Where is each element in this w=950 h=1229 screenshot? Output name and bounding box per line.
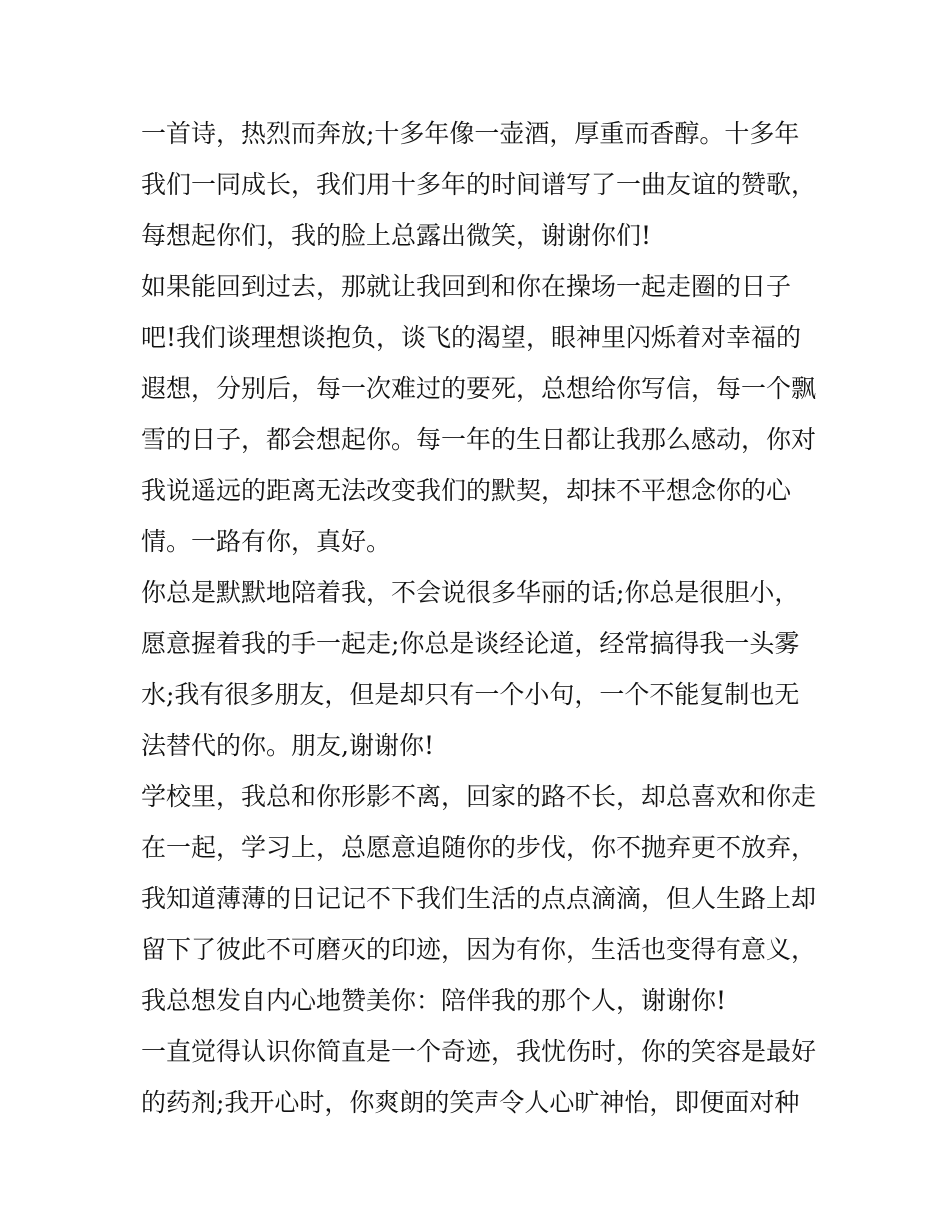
text-line: 情。一路有你，真好。 xyxy=(141,527,392,556)
text-line: 法替代的你。朋友,谢谢你! xyxy=(141,731,434,760)
text-line: 每想起你们，我的脸上总露出微笑，谢谢你们! xyxy=(141,221,652,250)
text-line: 雪的日子，都会想起你。每一年的生日都让我那么感动，你对 xyxy=(141,425,817,454)
text-line: 在一起，学习上，总愿意追随你的步伐，你不抛弃更不放弃， xyxy=(141,833,817,862)
text-line: 水;我有很多朋友，但是却只有一个小句，一个不能复制也无 xyxy=(141,680,800,709)
text-line: 愿意握着我的手一起走;你总是谈经论道，经常搞得我一头雾 xyxy=(141,629,800,658)
text-line: 吧!我们谈理想谈抱负，谈飞的渴望，眼神里闪烁着对幸福的 xyxy=(141,323,802,352)
text-line: 如果能回到过去，那就让我回到和你在操场一起走圈的日子 xyxy=(141,272,792,301)
text-line: 遐想，分别后，每一次难过的要死，总想给你写信，每一个飘 xyxy=(141,374,817,403)
text-line: 我们一同成长，我们用十多年的时间谱写了一曲友谊的赞歌， xyxy=(141,170,817,199)
text-line: 的药剂;我开心时，你爽朗的笑声令人心旷神怡，即便面对种 xyxy=(141,1088,800,1117)
text-line: 一首诗，热烈而奔放;十多年像一壶酒，厚重而香醇。十多年 xyxy=(141,119,800,148)
text-line: 你总是默默地陪着我，不会说很多华丽的话;你总是很胆小， xyxy=(141,578,800,607)
text-line: 我说遥远的距离无法改变我们的默契，却抹不平想念你的心 xyxy=(141,476,792,505)
text-line: 我总想发自内心地赞美你：陪伴我的那个人，谢谢你! xyxy=(141,986,727,1015)
text-line: 留下了彼此不可磨灭的印迹，因为有你，生活也变得有意义， xyxy=(141,935,817,964)
text-line: 一直觉得认识你简直是一个奇迹，我忧伤时，你的笑容是最好 xyxy=(141,1037,817,1066)
text-line: 学校里，我总和你形影不离，回家的路不长，却总喜欢和你走 xyxy=(141,782,817,811)
body-text xyxy=(141,108,821,1128)
text-line: 我知道薄薄的日记记不下我们生活的点点滴滴，但人生路上却 xyxy=(141,884,817,913)
